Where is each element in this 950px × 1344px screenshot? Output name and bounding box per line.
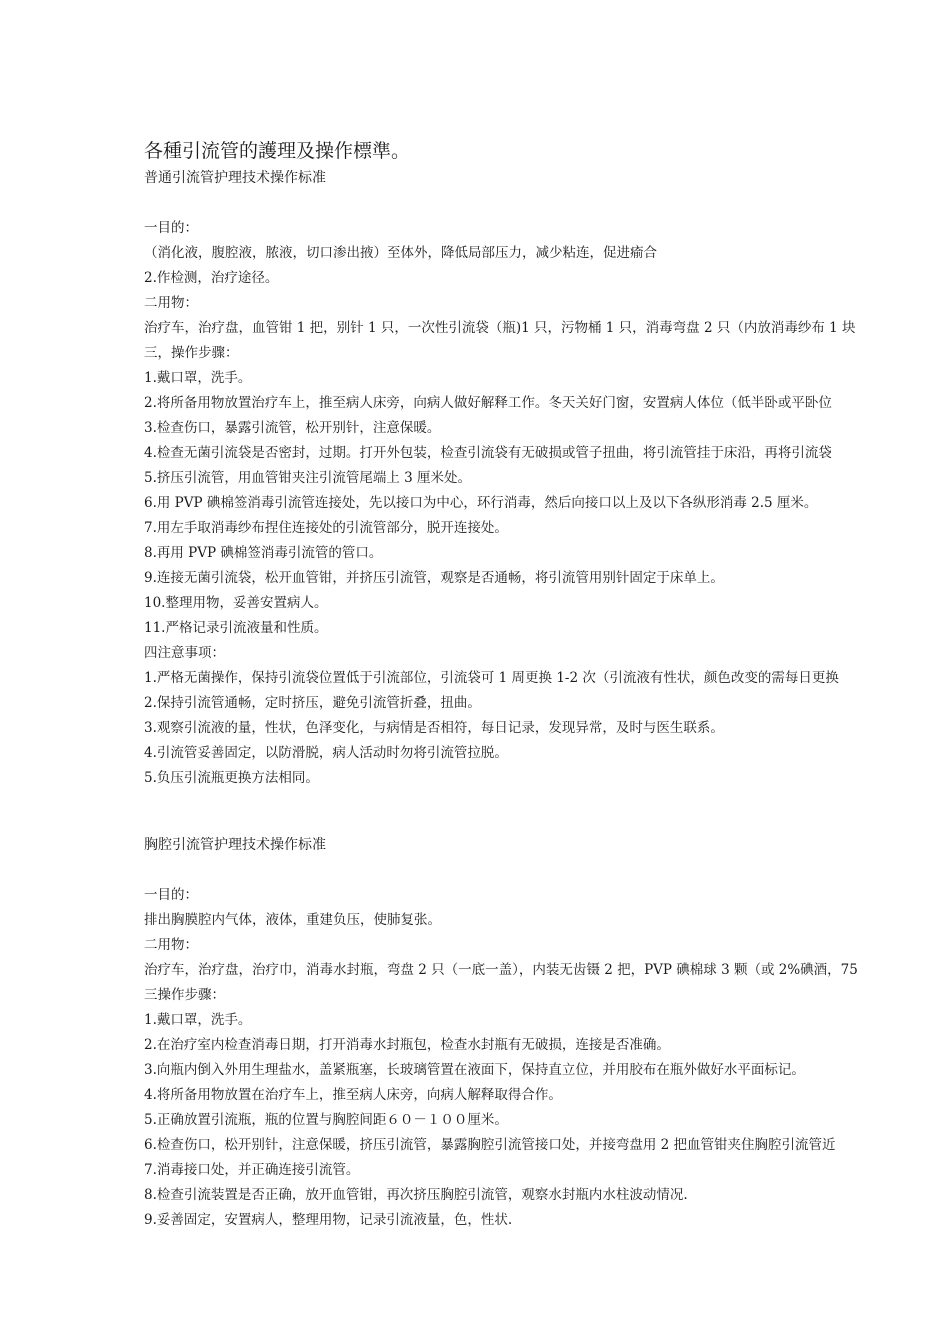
blank-line bbox=[144, 791, 950, 816]
text-line: 8.检查引流装置是否正确，放开血管钳，再次挤压胸腔引流管，观察水封瓶内水柱波动情况. bbox=[144, 1187, 688, 1203]
text-line: 二用物： bbox=[144, 937, 198, 953]
text-line: 四注意事项： bbox=[144, 645, 225, 661]
text-line: 1.严格无菌操作，保持引流袋位置低于引流部位，引流袋可 1 周更换 1-2 次（引流液有性状，颜色改变的需每日更换 bbox=[144, 670, 839, 686]
text-line: 2.在治疗室内检查消毒日期，打开消毒水封瓶包，检查水封瓶有无破损，连接是否准确。 bbox=[144, 1037, 670, 1053]
blank-line bbox=[144, 191, 950, 216]
text-line: 3.观察引流液的量，性状，色泽变化，与病情是否相符，每日记录，发现异常，及时与医生联系。 bbox=[144, 720, 724, 736]
text-line: 治疗车，治疗盘，血管钳 1 把，别针 1 只，一次性引流袋（瓶)1 只，污物桶 1 只，消毒弯盘 2 只（内放消毒纱布 1 块 bbox=[144, 320, 856, 336]
document-title: 各種引流管的護理及操作標準。 bbox=[144, 140, 411, 162]
text-line: 三，操作步骤： bbox=[144, 345, 239, 361]
text-line: 排出胸膜腔内气体，液体，重建负压，使肺复张。 bbox=[144, 912, 441, 928]
section-body-general-drainage bbox=[144, 216, 950, 791]
text-line: 一目的： bbox=[144, 887, 198, 903]
spacer bbox=[144, 816, 950, 833]
section-title-chest-drainage: 胸腔引流管护理技术操作标准 bbox=[144, 837, 326, 853]
text-line: 2.将所备用物放置治疗车上，推至病人床旁，向病人做好解释工作。冬天关好门窗，安置病人体位（低半卧或平卧位 bbox=[144, 395, 832, 411]
text-line: 8.再用 PVP 碘棉签消毒引流管的管口。 bbox=[144, 545, 383, 561]
text-line: 三操作步骤： bbox=[144, 987, 225, 1003]
text-line: 10.整理用物，妥善安置病人。 bbox=[144, 595, 328, 611]
text-line: 1.戴口罩，洗手。 bbox=[144, 370, 252, 386]
text-line: 4.引流管妥善固定，以防滑脱，病人活动时勿将引流管拉脱。 bbox=[144, 745, 508, 761]
text-line: 二用物： bbox=[144, 295, 198, 311]
text-line: 4.检查无菌引流袋是否密封，过期。打开外包装，检查引流袋有无破损或管子扭曲，将引流管挂于床沿，再将引流袋 bbox=[144, 445, 832, 461]
text-line: 3.向瓶内倒入外用生理盐水，盖紧瓶塞，长玻璃管置在液面下，保持直立位，并用胶布在瓶外做好水平面标记。 bbox=[144, 1062, 805, 1078]
section-body-chest-drainage bbox=[144, 883, 950, 1233]
text-line: 9.妥善固定，安置病人，整理用物，记录引流液量，色，性状. bbox=[144, 1212, 513, 1228]
text-line: 5.挤压引流管，用血管钳夹注引流管尾端上 3 厘米处。 bbox=[144, 470, 472, 486]
blank-line bbox=[144, 858, 950, 883]
text-line: 6.用 PVP 碘棉签消毒引流管连接处，先以接口为中心，环行消毒，然后向接口以上及以下各纵形消毒 2.5 厘米。 bbox=[144, 495, 818, 511]
text-line: 2.作检测，治疗途径。 bbox=[144, 270, 279, 286]
text-line: 4.将所备用物放置在治疗车上，推至病人床旁，向病人解释取得合作。 bbox=[144, 1087, 562, 1103]
text-line: 一目的： bbox=[144, 220, 198, 236]
text-line: 7.用左手取消毒纱布捏住连接处的引流管部分，脱开连接处。 bbox=[144, 520, 508, 536]
text-line: （消化液，腹腔液，脓液，切口渗出掖）至体外，降低局部压力，减少粘连，促进瘉合 bbox=[144, 245, 657, 261]
text-line: 2.保持引流管通畅，定时挤压，避免引流管折叠，扭曲。 bbox=[144, 695, 481, 711]
text-line: 9.连接无菌引流袋，松开血管钳，并挤压引流管，观察是否通畅，将引流管用别针固定于床单上。 bbox=[144, 570, 724, 586]
text-line: 治疗车，治疗盘，治疗巾，消毒水封瓶，弯盘 2 只（一底一盖），内装无齿镊 2 把，PVP 碘棉球 3 颗（或 2%碘酒，75 bbox=[144, 962, 858, 978]
section-title-general-drainage: 普通引流管护理技术操作标准 bbox=[144, 170, 326, 186]
text-line: 11.严格记录引流液量和性质。 bbox=[144, 620, 328, 636]
text-line: 5.正确放置引流瓶，瓶的位置与胸腔间距６０－１００厘米。 bbox=[144, 1112, 508, 1128]
text-line: 5.负压引流瓶更换方法相同。 bbox=[144, 770, 319, 786]
text-line: 6.检查伤口，松开别针，注意保暖，挤压引流管，暴露胸腔引流管接口处，并接弯盘用 2 把血管钳夹住胸腔引流管近 bbox=[144, 1137, 836, 1153]
text-line: 3.检查伤口，暴露引流管，松开别针，注意保暖。 bbox=[144, 420, 441, 436]
document-page bbox=[144, 136, 950, 1233]
text-line: 7.消毒接口处，并正确连接引流管。 bbox=[144, 1162, 360, 1178]
text-line: 1.戴口罩，洗手。 bbox=[144, 1012, 252, 1028]
